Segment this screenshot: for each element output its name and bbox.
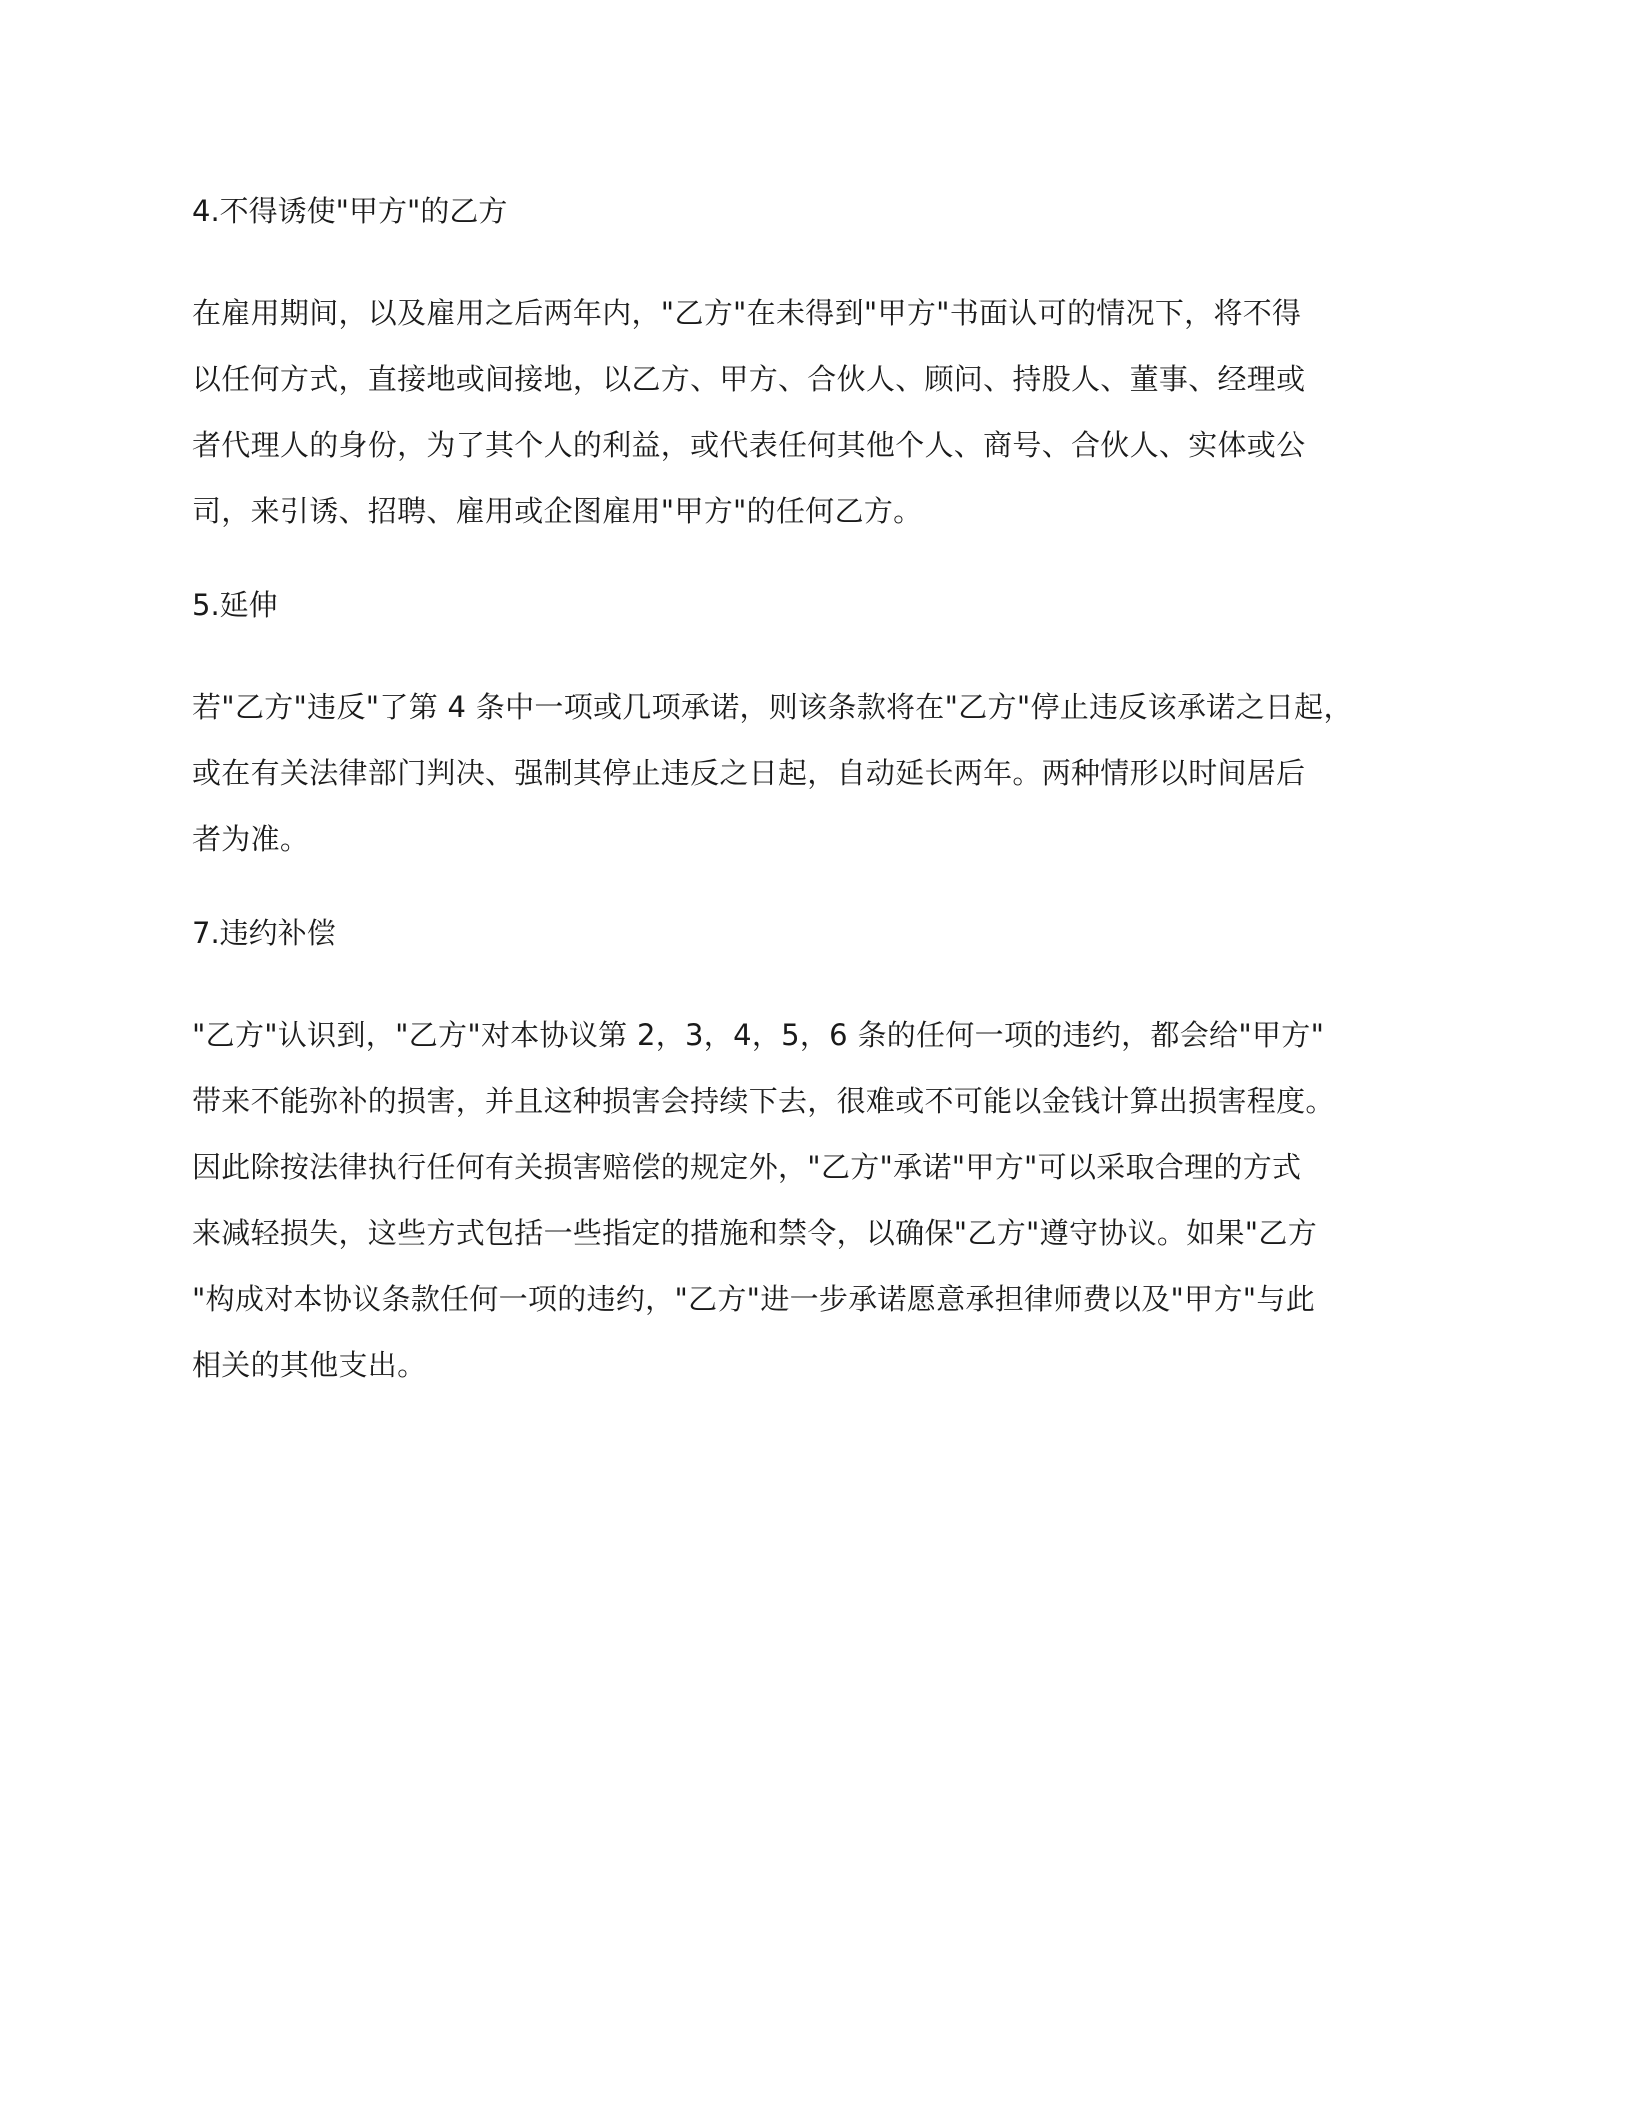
section-paragraph [192, 280, 1452, 544]
paragraph-line: 来减轻损失，这些方式包括一些指定的措施和禁令，以确保"乙方"遵守协议。如果"乙方 [192, 1216, 1318, 1250]
paragraph-line: 司，来引诱、招聘、雇用或企图雇用"甲方"的任何乙方。 [192, 494, 923, 528]
paragraph-line: 带来不能弥补的损害，并且这种损害会持续下去，很难或不可能以金钱计算出损害程度。 [192, 1084, 1335, 1118]
document-body [192, 190, 1452, 1438]
paragraph-line: 若"乙方"违反"了第 4 条中一项或几项承诺，则该条款将在"乙方"停止违反该承诺之日起， [192, 690, 1353, 724]
paragraph-line: 在雇用期间，以及雇用之后两年内，"乙方"在未得到"甲方"书面认可的情况下，将不得 [192, 296, 1302, 330]
section-heading: 4.不得诱使"甲方"的乙方 [192, 194, 508, 228]
section-paragraph [192, 674, 1452, 872]
paragraph-line: 者为准。 [192, 822, 310, 856]
section-heading: 5.延伸 [192, 588, 278, 622]
section-7-breach-compensation [192, 912, 1452, 1398]
paragraph-line: 者代理人的身份，为了其个人的利益，或代表任何其他个人、商号、合伙人、实体或公 [192, 428, 1306, 462]
section-5-extension [192, 584, 1452, 872]
paragraph-line: "构成对本协议条款任何一项的违约，"乙方"进一步承诺愿意承担律师费以及"甲方"与此 [192, 1282, 1315, 1316]
section-heading: 7.违约补偿 [192, 916, 336, 950]
paragraph-line: 以任何方式，直接地或间接地，以乙方、甲方、合伙人、顾问、持股人、董事、经理或 [192, 362, 1306, 396]
section-4-non-solicitation [192, 190, 1452, 544]
section-paragraph [192, 1002, 1452, 1398]
paragraph-line: 或在有关法律部门判决、强制其停止违反之日起，自动延长两年。两种情形以时间居后 [192, 756, 1306, 790]
paragraph-line: "乙方"认识到，"乙方"对本协议第 2，3，4，5，6 条的任何一项的违约，都会给"甲方" [192, 1018, 1325, 1052]
paragraph-line: 因此除按法律执行任何有关损害赔偿的规定外，"乙方"承诺"甲方"可以采取合理的方式 [192, 1150, 1302, 1184]
paragraph-line: 相关的其他支出。 [192, 1348, 427, 1382]
